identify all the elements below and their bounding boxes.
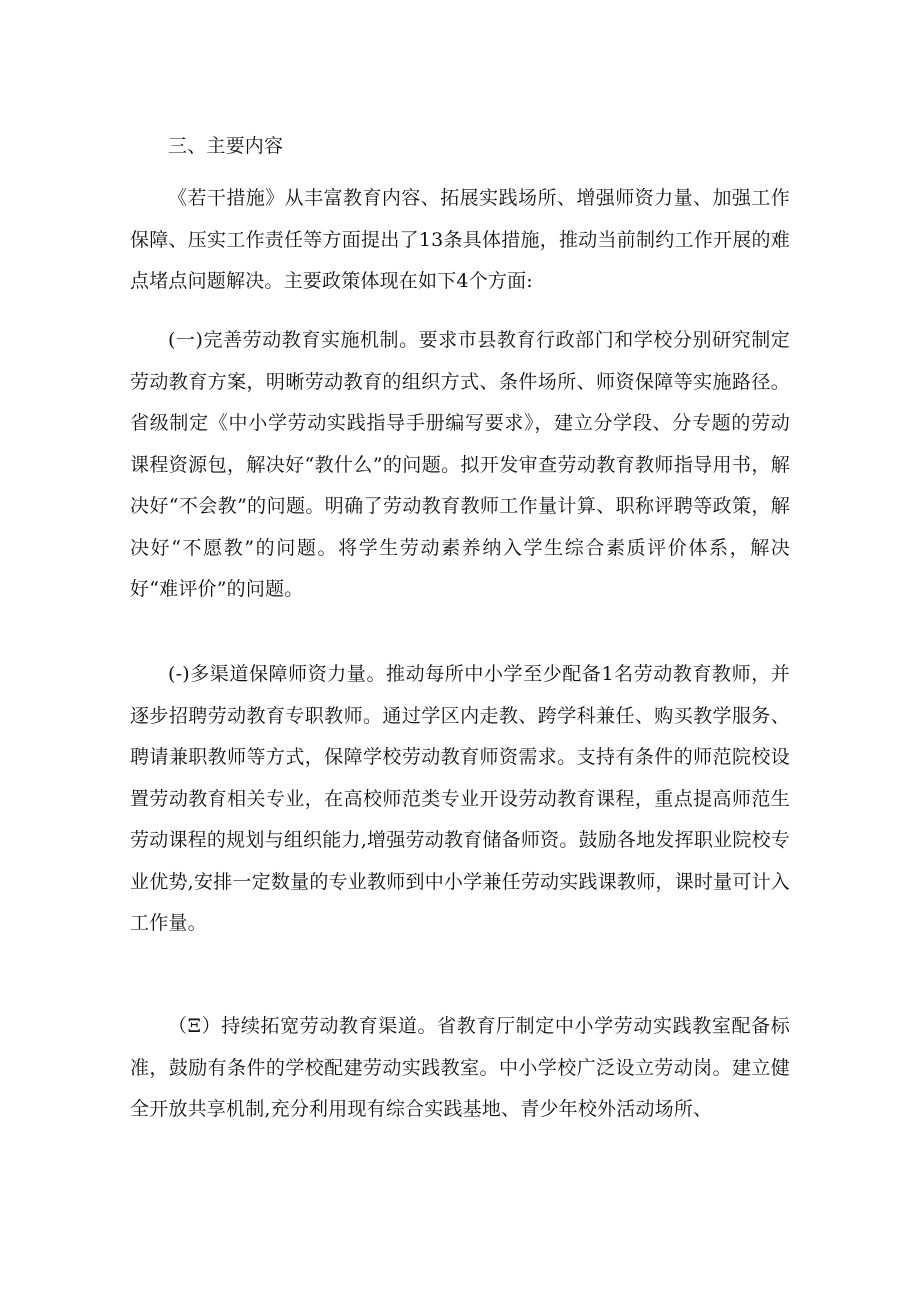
section-heading: 三、主要内容 [168,135,284,157]
paragraph-channels: （Ξ）持续拓宽劳动教育渠道。省教育厅制定中小学劳动实践教室配备标准，鼓励有条件的学校配建劳动实践教室。中小学校广泛设立劳动岗。建立健全开放共享机制,充分利用现有综合实践基地、青少年校外活动场所、 [130,1015,790,1120]
paragraph-mechanism: (一)完善劳动教育实施机制。要求市县教育行政部门和学校分别研究制定劳动教育方案，明晰劳动教育的组织方式、条件场所、师资保障等实施路径。省级制定《中小学劳动实践指导手册编写要求》，建立分学段、分专题的劳动课程资源包，解决好“教什么”的问题。拟开发审查劳动教育教师指导用书，解决好“不会教”的问题。明确了劳动教育教师工作量计算、职称评聘等政策，解决好“不愿教”的问题。将学生劳动素养纳入学生综合素质评价体系，解决好“难评价”的问题。 [130,329,790,600]
paragraph-teachers: (-)多渠道保障师资力量。推动每所中小学至少配备1名劳动教育教师，并逐步招聘劳动教育专职教师。通过学区内走教、跨学科兼任、购买教学服务、聘请兼职教师等方式，保障学校劳动教育师资需求。支持有条件的师范院校设置劳动教育相关专业，在高校师范类专业开设劳动教育课程，重点提高师范生劳动课程的规划与组织能力,增强劳动教育储备师资。鼓励各地发挥职业院校专业优势,安排一定数量的专业教师到中小学兼任劳动实践课教师，课时量可计入工作量。 [130,663,790,934]
paragraph-intro: 《若干措施》从丰富教育内容、拓展实践场所、增强师资力量、加强工作保障、压实工作责任等方面提出了13条具体措施，推动当前制约工作开展的难点堵点问题解决。主要政策体现在如下4个方面: [130,187,790,292]
